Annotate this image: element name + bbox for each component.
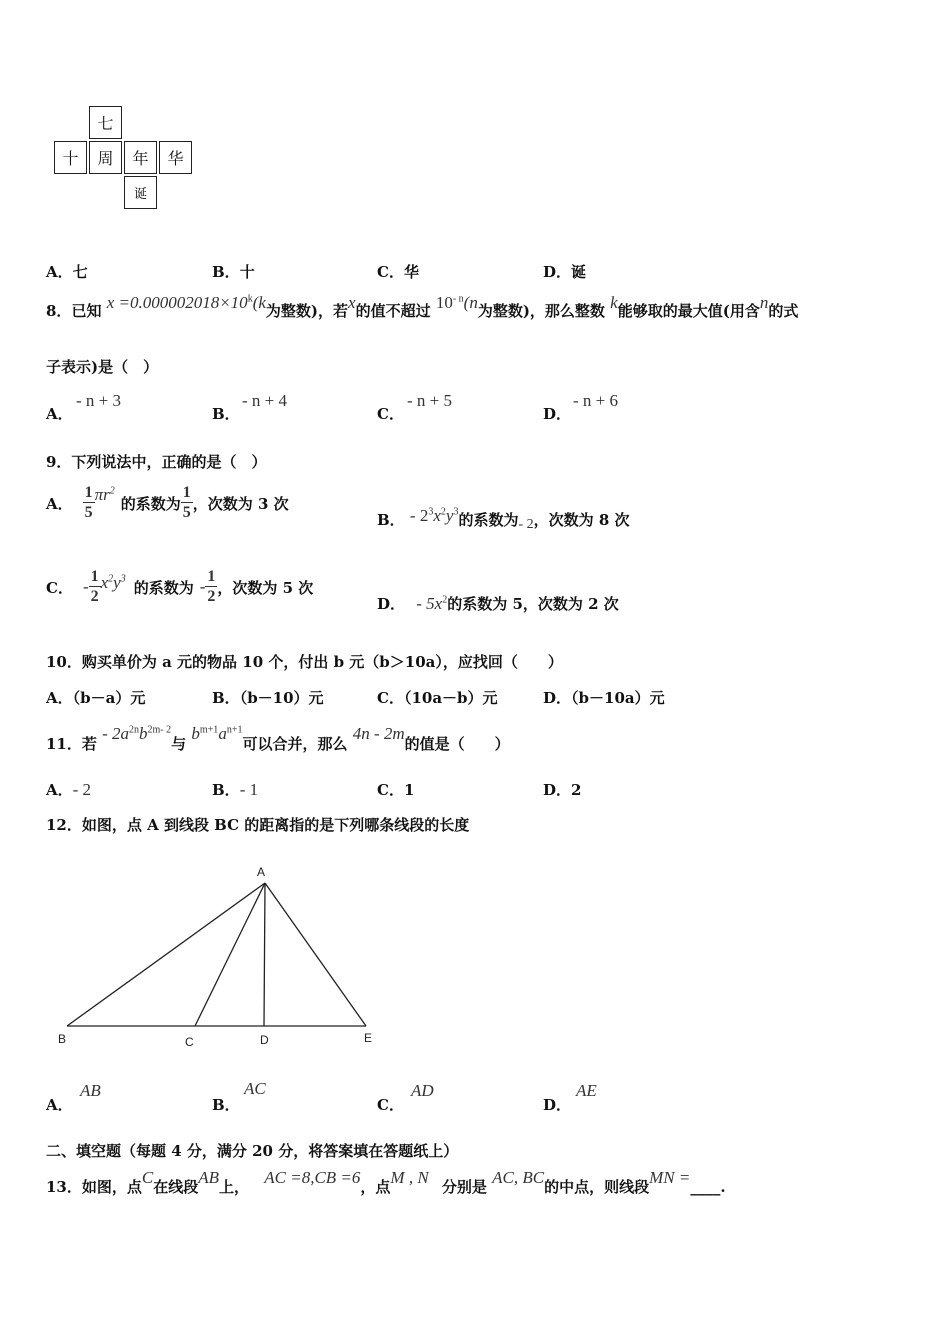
q12-option-d-text: AE: [576, 1081, 597, 1100]
q9b-exp1: 3: [428, 506, 434, 518]
net-cell-c2: 年: [124, 141, 157, 174]
q12-option-c: [377, 1094, 404, 1115]
q8-text: 为整数)，那么整数: [477, 302, 605, 320]
q8-paren-n: (n: [463, 293, 478, 312]
net-cell-left: 十: [54, 141, 87, 174]
option-key: D．: [377, 595, 406, 613]
q11-e2a: a: [218, 724, 227, 743]
option-key: B．: [212, 263, 240, 281]
q11-e1: - 2a: [102, 724, 130, 743]
q9a-text: ，次数为 3 次: [192, 494, 289, 513]
q9a-term-exp: 2: [109, 485, 115, 497]
q9a-text: 的系数为: [120, 494, 181, 513]
q13-point-c: C: [141, 1168, 154, 1187]
net-cell-right: 华: [159, 141, 192, 174]
q9d-text: 的系数为 5，次数为 2 次: [447, 595, 619, 613]
q9c-x: x: [100, 573, 109, 592]
q13-number: 13．如图，点: [46, 1178, 142, 1196]
q9a-term-base: πr: [94, 485, 110, 504]
q8-var-x: x: [348, 293, 356, 312]
q12-option-c-text: AD: [411, 1081, 434, 1100]
q12-title: 12．如图，点 A 到线段 BC 的距离指的是下列哪条线段的长度: [46, 816, 470, 834]
point-b-label: B: [58, 1032, 67, 1046]
q8-expr2-base: 10: [435, 293, 453, 312]
option-key: D．: [543, 405, 572, 423]
option-key: C．: [377, 781, 404, 799]
option-key: D．: [543, 1096, 572, 1114]
q13-text: 分别是: [441, 1178, 487, 1196]
q8-var-n: n: [759, 293, 769, 312]
q9a-coef-den: 5: [182, 504, 191, 521]
q9b-x: x: [433, 506, 441, 525]
net-cell-c1: 周: [89, 141, 122, 174]
q9c-exp2: 3: [120, 573, 126, 585]
q11-e2-exp: m+1: [199, 724, 219, 736]
q9-title: 9．下列说法中，正确的是（ ）: [46, 453, 267, 471]
q13-mn: M , N: [390, 1168, 429, 1187]
segment-ab: [67, 883, 265, 1026]
option-text: 诞: [571, 263, 587, 281]
option-text: 七: [72, 263, 88, 281]
option-key: A．: [46, 781, 73, 799]
q9c-coef-num: 1: [207, 568, 216, 585]
option-key: D．: [543, 781, 572, 799]
q9c-coef-den: 2: [207, 588, 216, 605]
q8-text: 的式: [768, 302, 799, 320]
option-text: 十: [239, 263, 255, 281]
option-key: C．: [377, 405, 404, 423]
q8-expr1-base: x =0.000002018×10: [106, 293, 248, 312]
q11-e1-exp: 2n: [129, 724, 140, 736]
q9c-text: 的系数为: [133, 578, 194, 597]
q9a-frac-num: 1: [84, 484, 93, 501]
point-e-label: E: [364, 1031, 373, 1045]
q13-text: ，点: [360, 1178, 391, 1196]
segment-ac: [195, 883, 265, 1026]
q9c-frac-den: 2: [90, 588, 99, 605]
q8-expr1-exp: k: [247, 293, 253, 305]
segment-ad: [264, 883, 265, 1026]
q12-option-a: [46, 1094, 73, 1115]
q11-expr3: 4n - 2m: [352, 724, 405, 743]
q13-text: 在线段: [153, 1178, 199, 1196]
option-text: 1: [403, 781, 415, 799]
q9c-text: ，次数为 5 次: [217, 578, 314, 597]
net-cell-top: 七: [89, 106, 122, 139]
q9c-y: y: [113, 573, 121, 592]
q8-paren-k: (k: [252, 293, 266, 312]
q10-title: 10．购买单价为 a 元的物品 10 个，付出 b 元（b＞10a），应找回（ ）: [46, 653, 563, 671]
q11-number: 11．若: [46, 735, 97, 753]
option-text: 2: [571, 781, 582, 799]
option-text: （b－a）元: [72, 689, 146, 707]
q12-option-b-text: AC: [244, 1079, 266, 1098]
point-c-label: C: [185, 1035, 194, 1049]
option-text: （b－10a）元: [571, 689, 665, 707]
option-key: B．: [212, 1096, 240, 1114]
option-key: B．: [212, 689, 240, 707]
q13-mneq: MN =: [649, 1168, 691, 1187]
q8-text: 能够取的最大值(用含: [617, 302, 760, 320]
q8-option-d-text: - n + 6: [573, 391, 618, 410]
q11-text: 可以合并，那么: [242, 735, 348, 753]
q11-e2a-exp: n+1: [226, 724, 243, 736]
q8-text: 的值不超过: [355, 302, 431, 320]
option-key: A．: [46, 689, 73, 707]
q13-eq: AC =8,CB =6: [264, 1168, 361, 1187]
q13-answer-blank: ____.: [690, 1178, 726, 1196]
net-cell-bottom: 诞: [124, 176, 157, 209]
q8-option-c-text: - n + 5: [407, 391, 452, 410]
q9c-sign: -: [82, 577, 89, 596]
option-key: A．: [46, 405, 73, 423]
option-key: B．: [212, 781, 240, 799]
q8-option-a-text: - n + 3: [76, 391, 121, 410]
q11-e1b-exp: 2m- 2: [147, 724, 172, 736]
q9a-coef-num: 1: [182, 484, 191, 501]
option-text: （10a－b）元: [403, 689, 498, 707]
option-key: B．: [212, 405, 240, 423]
q9b-text: ，次数为 8 次: [533, 511, 630, 529]
q9b-text: 的系数为: [458, 511, 519, 529]
q8-number: 8．: [46, 302, 72, 320]
q9a-frac-den: 5: [84, 504, 93, 521]
option-key: C．: [377, 689, 404, 707]
q8-option-b-text: - n + 4: [242, 391, 287, 410]
section-2-heading: 二、填空题（每题 4 分，满分 20 分，将答案填在答题纸上）: [46, 1142, 459, 1160]
q8-text: 已知: [71, 302, 102, 320]
q12-option-d: [543, 1094, 571, 1115]
q9b-base: - 2: [409, 506, 429, 525]
q11-text: 的值是（ ）: [404, 735, 510, 753]
point-d-label: D: [260, 1033, 269, 1047]
option-text: - 1: [239, 780, 259, 799]
q9b-coef: - 2: [518, 517, 534, 532]
q9c-exp1: 2: [108, 573, 114, 585]
q13-ab: AB: [198, 1168, 220, 1187]
q9b-y: y: [445, 506, 454, 525]
option-key: B．: [377, 511, 405, 529]
option-key: C．: [377, 1096, 404, 1114]
segment-ae: [265, 883, 366, 1026]
q9d-exp: 2: [442, 594, 448, 606]
option-key: C．: [46, 578, 73, 597]
q11-text: 与: [171, 735, 187, 753]
q12-option-a-text: AB: [80, 1081, 101, 1100]
option-key: C．: [377, 263, 404, 281]
q9d-base: - 5x: [416, 594, 443, 613]
q11-e2: b: [191, 724, 200, 743]
option-key: A．: [46, 1096, 73, 1114]
q9b-exp3: 3: [453, 506, 459, 518]
option-text: 华: [403, 263, 419, 281]
q9c-coef-sign: -: [199, 577, 206, 596]
q8-line2: 子表示)是（ ）: [46, 358, 159, 376]
q9b-exp2: 2: [440, 506, 446, 518]
option-key: D．: [543, 263, 572, 281]
option-key: A．: [46, 263, 73, 281]
question-13: [46, 1168, 726, 1197]
q8-var-k: k: [610, 293, 618, 312]
option-text: - 2: [72, 780, 92, 799]
q13-text: 上，: [219, 1178, 250, 1196]
q9c-frac-num: 1: [90, 568, 99, 585]
q12-option-b: [212, 1094, 240, 1115]
q8-expr2-exp: - n: [452, 293, 464, 305]
option-key: D．: [543, 689, 572, 707]
option-key: A．: [46, 494, 73, 513]
q11-e1b: b: [139, 724, 148, 743]
point-a-label: A: [257, 865, 266, 879]
q13-acbc: AC, BC: [492, 1168, 545, 1187]
option-text: （b－10）元: [239, 689, 324, 707]
q13-text: 的中点，则线段: [544, 1178, 650, 1196]
q8-text: 为整数)，若: [265, 302, 349, 320]
